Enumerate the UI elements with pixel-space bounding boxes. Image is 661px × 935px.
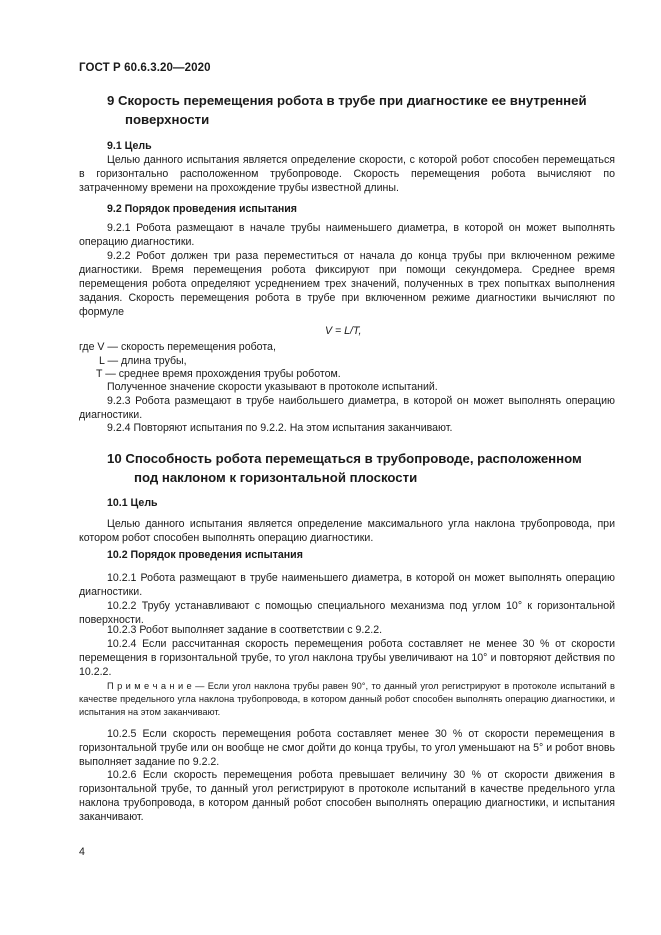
paragraph-9-2-4: 9.2.4 Повторяют испытания по 9.2.2. На этом испытания заканчивают. (107, 422, 453, 434)
section-9-title-line-2: поверхности (125, 112, 210, 127)
section-10-1-title: 10.1 Цель (107, 497, 158, 509)
section-9-2-title: 9.2 Порядок проведения испытания (107, 203, 297, 215)
paragraph-10-2-2: 10.2.2 Трубу устанавливают с помощью специального механизма под углом 10° к горизонтальной поверхности. (79, 600, 615, 627)
section-10-title-line-1: 10 Способность робота перемещаться в трубопроводе, расположенном (107, 451, 582, 466)
section-10-1-text: Целью данного испытания является определение максимального угла наклона трубопровода, при котором робот способен выполнять операцию диагностики. (79, 518, 615, 545)
note-label: П р и м е ч а н и е (107, 681, 192, 691)
paragraph-10-2-5: 10.2.5 Если скорость перемещения робота составляет менее 30 % от скорости перемещения в горизонтальной трубе или он вообще не смог дойти до конца трубы, то угол уменьшают на 5° и робот вновь выполняет задание по 9.2.2. (79, 728, 615, 769)
section-9-title (107, 91, 607, 129)
section-10-title-line-2: под наклоном к горизонтальной плоскости (134, 470, 418, 485)
paragraph-10-2-1: 10.2.1 Робота размещают в трубе наименьшего диаметра, в которой он может выполнять операцию диагностики. (79, 572, 615, 599)
result-paragraph: Полученное значение скорости указывают в протоколе испытаний. (107, 381, 438, 393)
formula: V = L/T, (325, 325, 362, 337)
paragraph-10-2-6: 10.2.6 Если скорость перемещения робота превышает величину 30 % от скорости движения в горизонтальной трубе, то данный угол регистрируют в протоколе испытаний в качестве предельного угла наклона трубопровода, в котором данный робот способен выполнять операцию диагностики, и испытания заканчивают. (79, 769, 615, 824)
paragraph-10-2-3: 10.2.3 Робот выполняет задание в соответствии с 9.2.2. (107, 624, 383, 636)
page-number: 4 (79, 846, 85, 858)
document-header: ГОСТ Р 60.6.3.20—2020 (79, 62, 211, 74)
section-10-2-title: 10.2 Порядок проведения испытания (107, 549, 303, 561)
where-line-time: T — среднее время прохождения трубы роботом. (96, 368, 341, 380)
section-9-title-line-1: 9 Скорость перемещения робота в трубе при диагностике ее внутренней (107, 93, 587, 108)
section-9-1-text: Целью данного испытания является определение скорости, с которой робот способен перемещаться в горизонтально расположенном трубопроводе. Скорость перемещения робота вычисляют по затраченному времени на прохождение трубы известной длины. (79, 154, 615, 195)
section-9-1-title: 9.1 Цель (107, 140, 152, 152)
where-line-velocity: где V — скорость перемещения робота, (79, 341, 276, 353)
paragraph-9-2-3: 9.2.3 Робота размещают в трубе наибольшего диаметра, в которой он может выполнять операцию диагностики. (79, 395, 615, 422)
paragraph-10-2-4: 10.2.4 Если рассчитанная скорость перемещения робота составляет не менее 30 % от скорости перемещения в горизонтальной трубе, то угол наклона трубы увеличивают на 10° и повторяют действия по 10.2.2. (79, 638, 615, 679)
note-block (79, 680, 615, 719)
paragraph-9-2-1: 9.2.1 Робота размещают в начале трубы наименьшего диаметра, в которой он может выполнять операцию диагностики. (79, 222, 615, 249)
note-text: — Если угол наклона трубы равен 90°, то данный угол регистрируют в протоколе испытаний в качестве предельного угла наклона трубопровода, в котором данный робот способен выполнять операцию диагностики, и испытания на этом заканчивают. (79, 681, 615, 717)
section-10-title (107, 449, 617, 487)
where-line-length: L — длина трубы, (99, 355, 187, 367)
paragraph-9-2-2: 9.2.2 Робот должен три раза переместиться от начала до конца трубы при включенном режиме диагностики. Время перемещения робота фиксируют при помощи секундомера. Среднее время перемещения робота определяют усреднением трех значений, полученных в трех попытках выполнения задания. Скорость перемещения робота в трубе при включенном режиме диагностики вычисляют по формуле (79, 250, 615, 319)
